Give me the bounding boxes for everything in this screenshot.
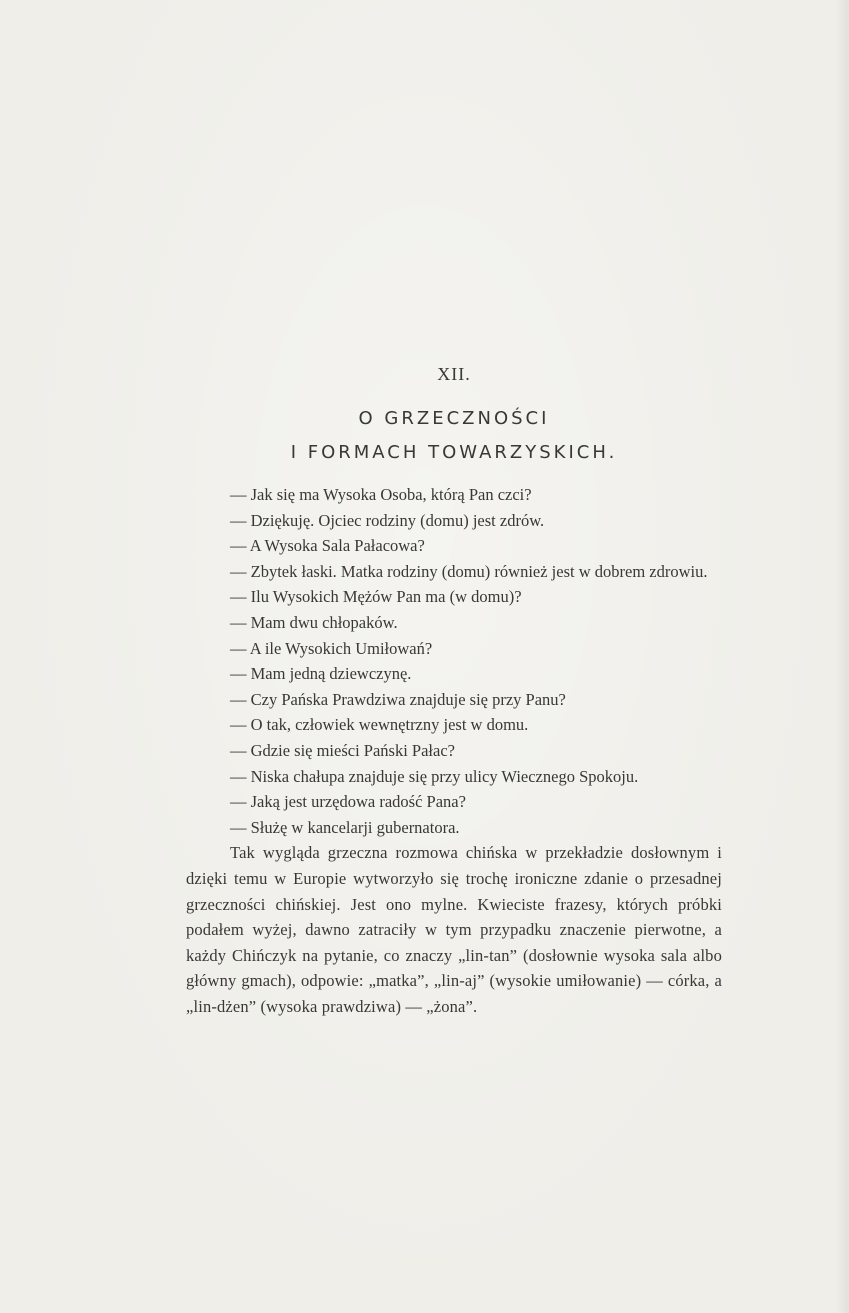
dialog-line-14: — Służę w kancelarji gubernatora. — [230, 817, 460, 837]
chapter-title-line-2: I FORMACH TOWARZYSKICH. — [290, 442, 618, 463]
page-edge-shadow — [835, 0, 849, 1313]
dialog-line-4: — Zbytek łaski. Matka rodziny (domu) również jest w dobrem zdrowiu. — [230, 561, 708, 581]
dialog-line-10: — O tak, człowiek wewnętrzny jest w domu. — [230, 715, 529, 735]
dialog-line-11: — Gdzie się mieści Pański Pałac? — [230, 740, 455, 760]
narrative-paragraph: Tak wygląda grzeczna rozmowa chińska w przekładzie dosłownym i dzięki temu w Europie wytworzyło się trochę ironiczne zdanie o przesadnej grzeczności chińskiej. Jest ono mylne. Kwieciste frazesy, których próbki podałem wyżej, dawno zatraciły w tym przypadku znaczenie pierwotne, a każdy Chińczyk na pytanie, co znaczy „lin-tan” (dosłownie wysoka sala albo główny gmach), odpowie: „matka”, „lin-aj” (wysokie umiłowanie) — córka, a „lin-dżen” (wysoka prawdziwa) — „żona”. — [186, 843, 722, 1016]
dialog-line-2: — Dziękuję. Ojciec rodziny (domu) jest zdrów. — [230, 510, 545, 530]
chapter-number: XII. — [437, 364, 471, 384]
dialog-line-8: — Mam jedną dziewczynę. — [230, 664, 412, 684]
dialog-line-7: — A ile Wysokich Umiłowań? — [230, 638, 433, 658]
dialog-line-12: — Niska chałupa znajduje się przy ulicy Wiecznego Spokoju. — [230, 766, 639, 786]
chapter-title-line-1: O GRZECZNOŚCI — [358, 408, 550, 429]
dialog-line-6: — Mam dwu chłopaków. — [230, 612, 398, 632]
dialog-line-9: — Czy Pańska Prawdziwa znajduje się przy Panu? — [230, 689, 566, 709]
dialog-line-3: — A Wysoka Sala Pałacowa? — [230, 536, 425, 556]
dialog-line-5: — Ilu Wysokich Mężów Pan ma (w domu)? — [230, 587, 522, 607]
dialog-line-1: — Jak się ma Wysoka Osoba, którą Pan czci? — [230, 485, 532, 504]
chapter-text — [186, 362, 722, 1019]
dialog-line-13: — Jaką jest urzędowa radość Pana? — [230, 792, 466, 812]
